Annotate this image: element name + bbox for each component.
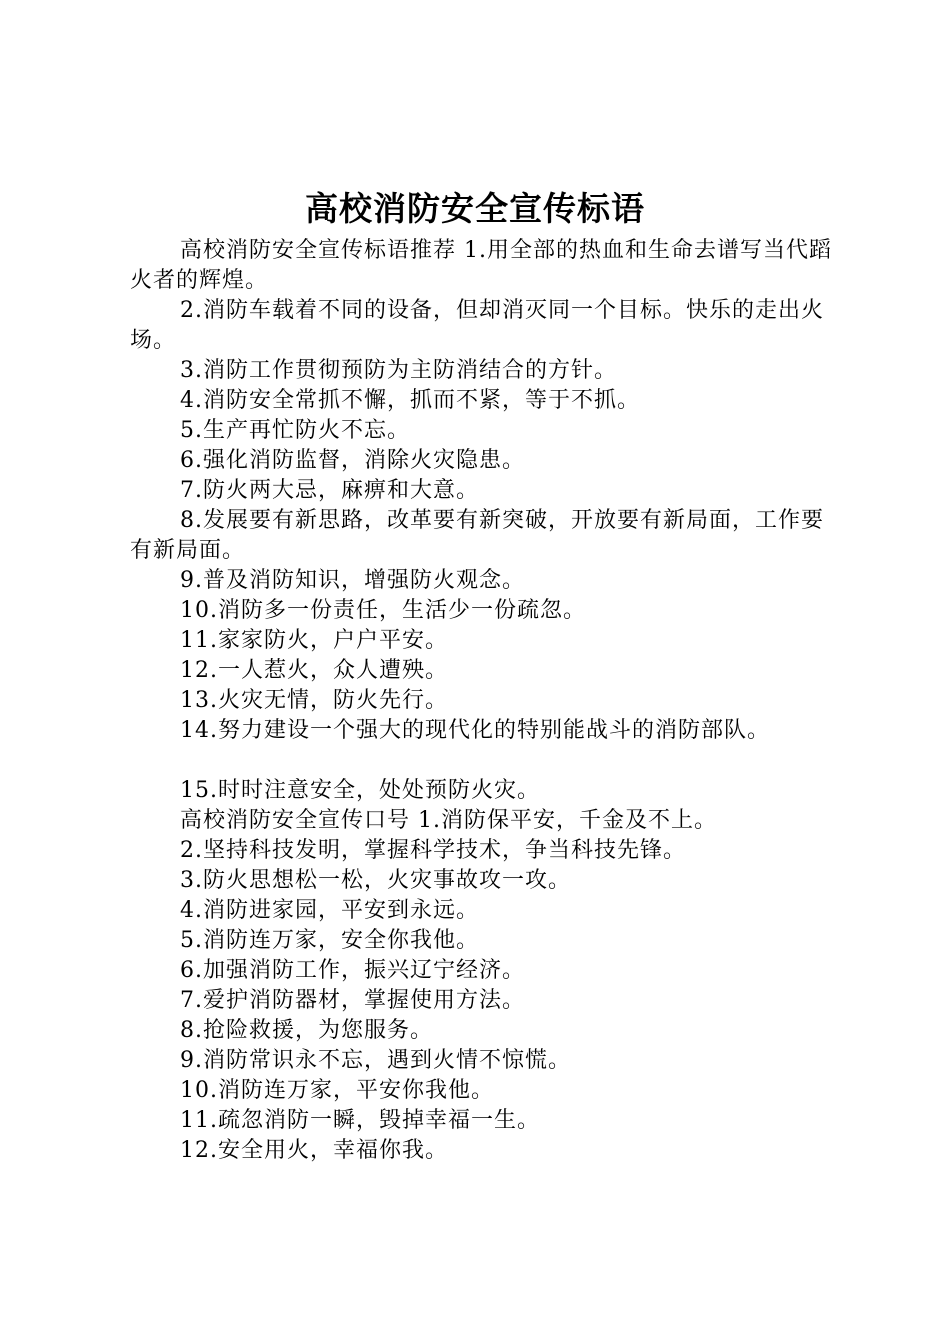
document-title: 高校消防安全宣传标语 (305, 189, 645, 228)
paragraph-9: 9.普及消防知识，增强防火观念。 (180, 568, 525, 593)
paragraph-26: 11.疏忽消防一瞬，毁掉幸福一生。 (180, 1108, 540, 1133)
paragraph-13: 13.火灾无情，防火先行。 (180, 688, 448, 713)
blank-line (130, 746, 835, 776)
paragraph-21: 6.加强消防工作，振兴辽宁经济。 (180, 958, 525, 983)
paragraph-8: 8.发展要有新思路，改革要有新突破，开放要有新局面，工作要有新局面。 (130, 508, 824, 563)
paragraph-7: 7.防火两大忌，麻痹和大意。 (180, 478, 479, 503)
paragraph-25: 10.消防连万家，平安你我他。 (180, 1078, 494, 1103)
paragraph-17: 2.坚持科技发明，掌握科学技术，争当科技先锋。 (180, 838, 686, 863)
paragraph-11: 11.家家防火，户户平安。 (180, 628, 448, 653)
paragraph-3: 3.消防工作贯彻预防为主防消结合的方针。 (180, 358, 617, 383)
paragraph-2: 2.消防车载着不同的设备，但却消灭同一个目标。快乐的走出火场。 (130, 298, 824, 353)
paragraph-16: 高校消防安全宣传口号 1.消防保平安，千金及不上。 (180, 808, 717, 833)
paragraph-27: 12.安全用火，幸福你我。 (180, 1138, 448, 1163)
paragraph-20: 5.消防连万家，安全你我他。 (180, 928, 479, 953)
paragraph-4: 4.消防安全常抓不懈，抓而不紧，等于不抓。 (180, 388, 640, 413)
paragraph-15: 15.时时注意安全，处处预防火灾。 (180, 778, 540, 803)
paragraph-23: 8.抢险救援，为您服务。 (180, 1018, 433, 1043)
paragraph-24: 9.消防常识永不忘，遇到火情不惊慌。 (180, 1048, 571, 1073)
document-body (130, 236, 835, 1166)
paragraph-19: 4.消防进家园，平安到永远。 (180, 898, 479, 923)
paragraph-1: 高校消防安全宣传标语推荐 1.用全部的热血和生命去谱写当代蹈火者的辉煌。 (130, 238, 832, 293)
paragraph-6: 6.强化消防监督，消除火灾隐患。 (180, 448, 525, 473)
paragraph-18: 3.防火思想松一松，火灾事故攻一攻。 (180, 868, 571, 893)
paragraph-10: 10.消防多一份责任，生活少一份疏忽。 (180, 598, 586, 623)
paragraph-14: 14.努力建设一个强大的现代化的特别能战斗的消防部队。 (180, 718, 770, 743)
paragraph-12: 12.一人惹火，众人遭殃。 (180, 658, 448, 683)
paragraph-22: 7.爱护消防器材，掌握使用方法。 (180, 988, 525, 1013)
paragraph-5: 5.生产再忙防火不忘。 (180, 418, 410, 443)
